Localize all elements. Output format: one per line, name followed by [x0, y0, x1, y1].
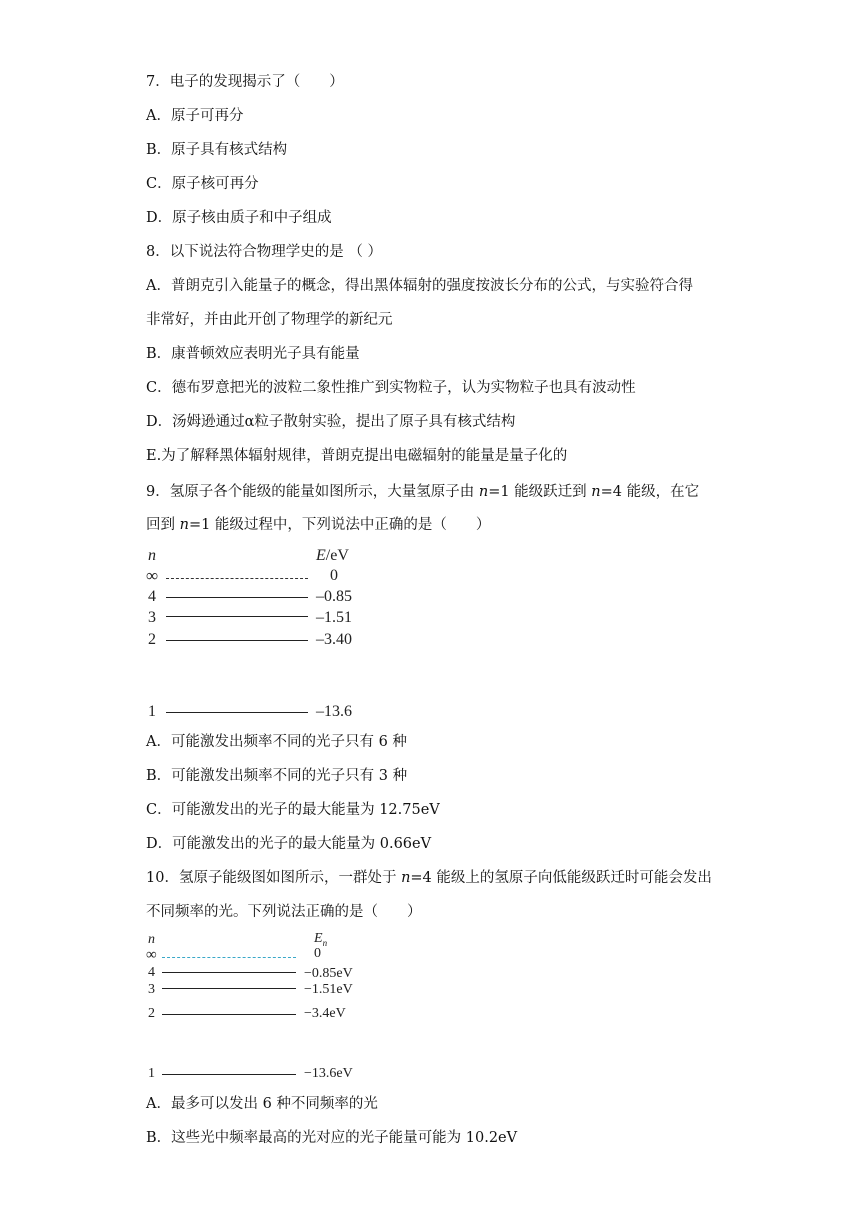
- diagram1-level-2-energy: –3.40: [316, 631, 352, 648]
- q7-option-a: A．原子可再分: [146, 108, 244, 124]
- diagram1-level-2-line: [166, 640, 308, 641]
- diagram2-level-2-label: 2: [148, 1006, 155, 1021]
- q8-option-d: D．汤姆逊通过α粒子散射实验，提出了原子具有核式结构: [146, 414, 516, 430]
- q9-stem-line1: 9．氢原子各个能级的能量如图所示，大量氢原子由 n=1 能级跃迁到 n=4 能级，在它: [146, 484, 700, 500]
- diagram2-level-3-energy: −1.51eV: [304, 982, 353, 997]
- diagram1-level-2-label: 2: [148, 631, 156, 648]
- diagram2-level-2-line: [162, 1014, 296, 1015]
- q8-option-a-line1: A．普朗克引入能量子的概念，得出黑体辐射的强度按波长分布的公式，与实验符合得: [146, 278, 693, 294]
- diagram1-level-1-label: 1: [148, 703, 156, 720]
- q7-stem: 7．电子的发现揭示了（ ）: [146, 74, 344, 90]
- diagram1-level-3-label: 3: [148, 609, 156, 626]
- diagram2-level-inf-label: ∞: [146, 947, 157, 963]
- diagram1-level-4-label: 4: [148, 588, 156, 605]
- diagram2-n-header: n: [148, 932, 155, 947]
- diagram2-level-4-energy: −0.85eV: [304, 966, 353, 981]
- q9-option-c: C．可能激发出的光子的最大能量为 12.75eV: [146, 802, 440, 818]
- q9-option-b: B．可能激发出频率不同的光子只有 3 种: [146, 768, 408, 784]
- q9-option-a: A．可能激发出频率不同的光子只有 6 种: [146, 734, 407, 750]
- q7-option-d: D．原子核由质子和中子组成: [146, 210, 332, 226]
- q10-option-b: B．这些光中频率最高的光对应的光子能量可能为 10.2eV: [146, 1130, 518, 1146]
- diagram1-level-inf-line: [166, 578, 308, 579]
- diagram2-level-4-label: 4: [148, 965, 155, 980]
- diagram2-level-3-label: 3: [148, 982, 155, 997]
- diagram1-level-inf-label: ∞: [146, 566, 159, 585]
- q10-option-a: A．最多可以发出 6 种不同频率的光: [146, 1096, 378, 1112]
- q9-option-d: D．可能激发出的光子的最大能量为 0.66eV: [146, 836, 432, 852]
- diagram2-level-1-line: [162, 1074, 296, 1075]
- q10-stem-line1: 10．氢原子能级图如图所示，一群处于 n=4 能级上的氢原子向低能级跃迁时可能会发出: [146, 870, 712, 886]
- q10-stem-line2: 不同频率的光。下列说法正确的是（ ）: [146, 904, 422, 920]
- diagram2-level-2-energy: −3.4eV: [304, 1006, 346, 1021]
- diagram2-e-header: $E_n$: [314, 931, 328, 948]
- q8-option-e: E.为了解释黑体辐射规律，普朗克提出电磁辐射的能量是量子化的: [146, 448, 568, 464]
- diagram1-level-4-energy: –0.85: [316, 588, 352, 605]
- diagram2-level-1-energy: −13.6eV: [304, 1066, 353, 1081]
- diagram2-level-4-line: [162, 972, 296, 973]
- diagram1-level-4-line: [166, 597, 308, 598]
- diagram1-e-header: E/eV: [316, 547, 349, 564]
- diagram1-level-3-energy: –1.51: [316, 609, 352, 626]
- diagram1-level-1-line: [166, 712, 308, 713]
- diagram1-level-1-energy: –13.6: [316, 703, 352, 720]
- diagram1-n-header: n: [148, 547, 156, 564]
- diagram1-level-inf-energy: 0: [330, 567, 338, 584]
- q7-option-c: C．原子核可再分: [146, 176, 259, 192]
- diagram1-level-3-line: [166, 616, 308, 617]
- diagram2-level-inf-line: [162, 957, 296, 958]
- q8-option-b: B．康普顿效应表明光子具有能量: [146, 346, 360, 362]
- diagram2-level-inf-energy: 0: [314, 946, 321, 961]
- q8-option-a-line2: 非常好，并由此开创了物理学的新纪元: [146, 312, 393, 328]
- diagram2-level-3-line: [162, 988, 296, 989]
- q7-option-b: B．原子具有核式结构: [146, 142, 288, 158]
- q9-stem-line2: 回到 n=1 能级过程中，下列说法中正确的是（ ）: [146, 517, 491, 533]
- q8-stem: 8．以下说法符合物理学史的是 （ ）: [146, 244, 382, 260]
- diagram2-level-1-label: 1: [148, 1066, 155, 1081]
- q8-option-c: C．德布罗意把光的波粒二象性推广到实物粒子，认为实物粒子也具有波动性: [146, 380, 636, 396]
